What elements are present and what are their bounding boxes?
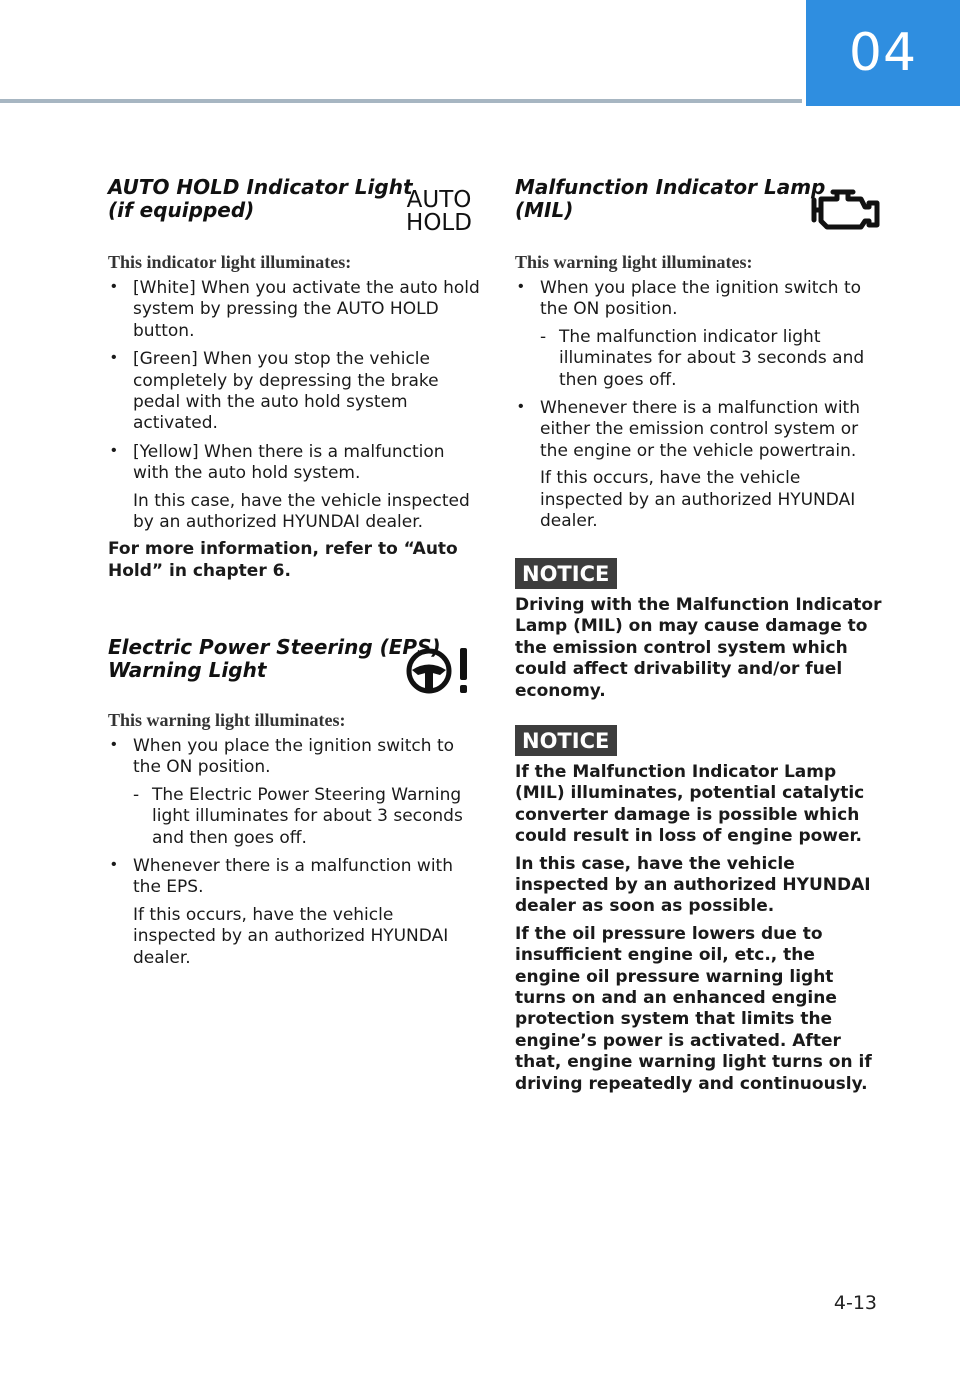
eps-note: If this occurs, have the vehicle inspected by an authorized HYUNDAI dealer. — [133, 904, 449, 968]
mil-section — [515, 176, 883, 532]
notice-1-text: Driving with the Malfunction Indicator Lamp (MIL) on may cause damage to the emission control system which could affect drivability and/or fuel economy. — [515, 595, 882, 701]
auto-hold-list — [108, 278, 480, 533]
svg-text:AUTO: AUTO — [406, 187, 472, 213]
steering-wheel-warning-icon — [404, 642, 474, 698]
eps-section — [108, 636, 480, 969]
auto-hold-section — [108, 176, 480, 582]
auto-hold-note: In this case, have the vehicle inspected by an authorized HYUNDAI dealer. — [133, 490, 470, 533]
mil-title: Malfunction Indicator Lamp (MIL) — [515, 175, 826, 222]
notice-2-para-3: If the oil pressure lowers due to insufficient engine oil, etc., the engine oil pressure warning light turns on and an enhanced engine protection system that limits the engine’s power is activated. After that, engine warning light turns on if driving repeatedly and continuously. — [515, 923, 872, 1094]
notice-2-para-1: If the Malfunction Indicator Lamp (MIL) illuminates, potential catalytic converter damage is possible which could result in loss of engine power. — [515, 762, 865, 847]
notice-box-2 — [515, 725, 883, 1095]
eps-intro: This warning light illuminates: — [108, 710, 346, 730]
eps-list — [108, 736, 480, 969]
list-item: • Whenever there is a malfunction with the EPS. If this occurs, have the vehicle inspected by an authorized HYUNDAI dealer. — [108, 856, 480, 969]
mil-heading — [515, 176, 883, 236]
eps-sub-item: - The Electric Power Steering Warning light illuminates for about 3 seconds and then goes off. — [133, 785, 480, 849]
mil-sub-item: - The malfunction indicator light illuminates for about 3 seconds and then goes off. — [540, 327, 883, 391]
auto-hold-more-info: For more information, refer to “Auto Hold” in chapter 6. — [108, 539, 458, 581]
svg-text:HOLD: HOLD — [406, 210, 472, 232]
list-item: • When you place the ignition switch to the ON position. - The malfunction indicator light illuminates for about 3 seconds and then goes off. — [515, 278, 883, 391]
notice-badge: NOTICE — [515, 558, 617, 589]
page-number: 4-13 — [833, 1292, 877, 1314]
eps-title: Electric Power Steering (EPS) Warning Light — [108, 635, 441, 682]
notice-box-1 — [515, 558, 883, 702]
auto-hold-icon — [404, 186, 474, 232]
header-rule — [0, 99, 802, 103]
list-item: • [Yellow] When there is a malfunction with the auto hold system. In this case, have the vehicle inspected by an authorized HYUNDAI dealer. — [108, 442, 480, 534]
auto-hold-title: AUTO HOLD Indicator Light (if equipped) — [108, 175, 413, 222]
notice-2-para-2: In this case, have the vehicle inspected by an authorized HYUNDAI dealer as soon as possible. — [515, 853, 871, 917]
mil-intro: This warning light illuminates: — [515, 252, 753, 272]
auto-hold-heading — [108, 176, 480, 236]
list-item: • [Green] When you stop the vehicle completely by depressing the brake pedal with the auto hold system activated. — [108, 349, 480, 435]
notice-badge: NOTICE — [515, 725, 617, 756]
list-item: • Whenever there is a malfunction with either the emission control system or the engine or the vehicle powertrain. If this occurs, have the vehicle inspected by an authorized HYUNDAI dealer. — [515, 398, 883, 532]
auto-hold-intro: This indicator light illuminates: — [108, 252, 352, 272]
list-item: • When you place the ignition switch to the ON position. - The Electric Power Steering Warning light illuminates for about 3 seconds and then goes off. — [108, 736, 480, 849]
chapter-tab — [806, 0, 960, 106]
eps-heading — [108, 636, 480, 696]
list-item: • [White] When you activate the auto hold system by pressing the AUTO HOLD button. — [108, 278, 480, 342]
mil-note: If this occurs, have the vehicle inspected by an authorized HYUNDAI dealer. — [540, 468, 856, 532]
engine-check-icon — [811, 186, 881, 232]
mil-list — [515, 278, 883, 532]
chapter-number: 04 — [848, 23, 918, 83]
